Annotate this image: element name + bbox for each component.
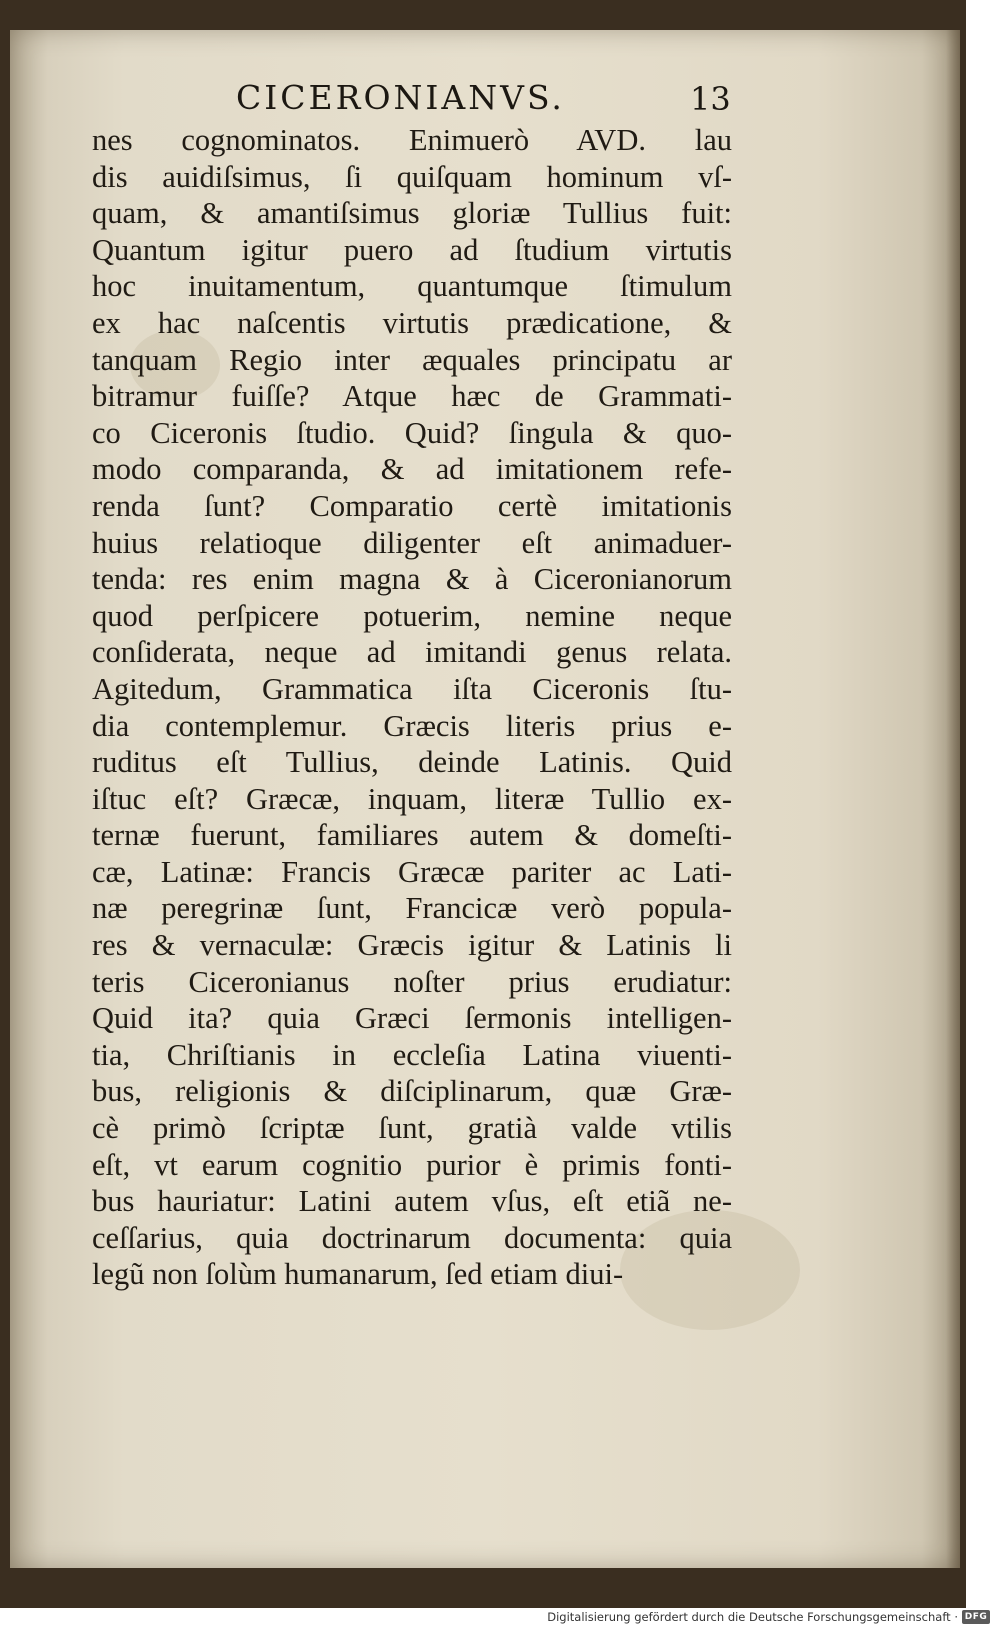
text-line: res & vernaculæ: Græcis igitur & Latinis li [92, 928, 732, 963]
text-line: hoc inuitamentum, quantumque ſtimulum [92, 269, 732, 304]
text-line: tenda: res enim magna & à Ciceronianorum [92, 562, 732, 597]
text-line: cæ, Latinæ: Francis Græcæ pariter ac Lati- [92, 854, 732, 889]
text-line: renda ſunt? Comparatio certè imitationis [92, 488, 732, 523]
text-line: bitramur fuiſſe? Atque hæc de Grammati- [92, 379, 732, 414]
text-line: Agitedum, Grammatica iſta Ciceronis ſtu- [92, 671, 732, 706]
text-line: iſtuc eſt? Græcæ, inquam, literæ Tullio ex- [92, 781, 732, 816]
digitization-credit: Digitalisierung gefördert durch die Deutsche Forschungsgemeinschaft · [547, 1610, 958, 1624]
text-line: Quid ita? quia Græci ſermonis intelligen- [92, 1001, 732, 1036]
text-line: legũ non ſolùm humanarum, ſed etiam diui- [92, 1257, 624, 1292]
text-line: ruditus eſt Tullius, deinde Latinis. Quid [92, 745, 732, 780]
page-edge-shadow [946, 30, 960, 1568]
text-line: cè primò ſcriptæ ſunt, gratià valde vtilis [92, 1111, 732, 1146]
text-line: tia, Chriſtianis in eccleſia Latina viuenti- [92, 1037, 732, 1072]
text-line: huius relatioque diligenter eſt animaduer- [92, 525, 732, 560]
text-line: modo comparanda, & ad imitationem refe- [92, 452, 732, 487]
text-line: tanquam Regio inter æquales principatu ar [92, 342, 732, 377]
text-line: næ peregrinæ ſunt, Francicæ verò popula- [92, 891, 732, 926]
text-line: ternæ fuerunt, familiares autem & domeſti- [92, 818, 732, 853]
text-line: bus hauriatur: Latini autem vſus, eſt etiã ne- [92, 1184, 732, 1219]
text-line: eſt, vt earum cognitio purior è primis fonti- [92, 1147, 732, 1182]
text-line: ceſſarius, quia doctrinarum documenta: quia [92, 1220, 732, 1255]
text-line: nes cognominatos. Enimuerò AVD. lau [92, 123, 732, 157]
text-line: quod perſpicere potuerim, nemine neque [92, 598, 732, 633]
text-line: dis auidiſsimus, ſi quiſquam hominum vſ- [92, 159, 732, 194]
text-line: dia contemplemur. Græcis literis prius e- [92, 708, 732, 743]
text-line: ex hac naſcentis virtutis prædicatione, & [92, 305, 732, 340]
text-line: Quantum igitur puero ad ſtudium virtutis [92, 232, 732, 267]
text-line: bus, religionis & diſciplinarum, quæ Græ- [92, 1074, 732, 1109]
text-line: teris Ciceronianus noſter prius erudiatur: [92, 964, 732, 999]
dfg-logo: DFG [962, 1610, 990, 1624]
text-line: co Ciceronis ſtudio. Quid? ſingula & quo- [92, 415, 732, 450]
body-text [92, 122, 732, 1293]
text-line: quam, & amantiſsimus gloriæ Tullius fuit: [92, 196, 732, 231]
text-line: conſiderata, neque ad imitandi genus relata. [92, 635, 732, 670]
page-number: 13 [690, 80, 731, 118]
running-head: CICERONIANVS. [236, 78, 565, 117]
